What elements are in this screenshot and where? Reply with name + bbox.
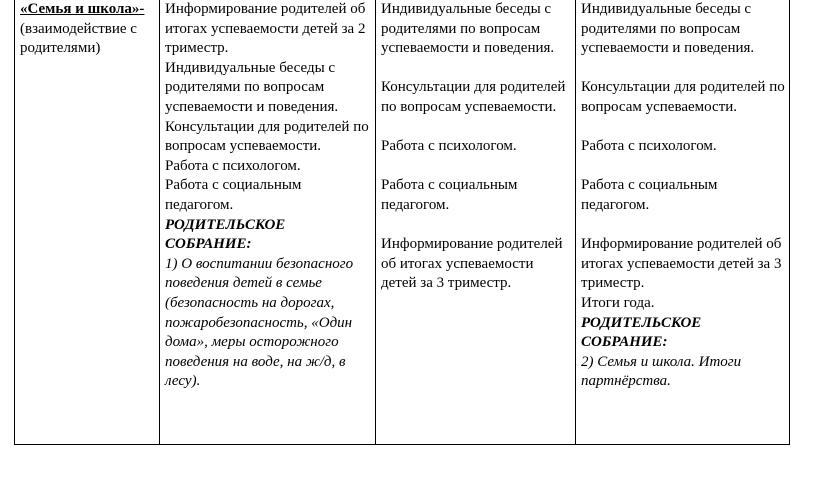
spacer (381, 118, 572, 138)
activity-item: Индивидуальные беседы с родителями по вопросам успеваемости и поведения. (581, 1, 755, 57)
spacer (381, 59, 572, 79)
spacer (581, 118, 786, 138)
activities-cell-3 (576, 0, 790, 445)
activities-cell-1 (160, 0, 376, 445)
meeting-heading: РОДИТЕЛЬСКОЕ СОБРАНИЕ: (581, 314, 702, 351)
activities-cell-2 (376, 0, 576, 445)
spacer (381, 216, 572, 236)
activity-item: Работа с социальным педагогом. (165, 177, 302, 213)
activity-item: Информирование родителей об итогах успеваемости детей за 3 триместр. (381, 236, 563, 292)
section-title: «Семья и школа»- (20, 1, 145, 17)
activity-item: Консультации для родителей по вопросам успеваемости. (381, 79, 566, 115)
activity-item: Работа с психологом. (381, 138, 517, 155)
section-cell (15, 0, 160, 445)
activity-item: Информирование родителей об итогах успеваемости детей за 3 триместр. (581, 236, 782, 292)
work-plan-table (14, 0, 790, 445)
spacer (381, 157, 572, 177)
activity-item: Консультации для родителей по вопросам успеваемости. (165, 118, 369, 155)
activity-item: Информирование родителей об итогах успеваемости детей за 2 триместр. (165, 1, 366, 57)
activity-item: Индивидуальные беседы с родителями по вопросам успеваемости и поведения. (381, 1, 555, 57)
section-subtitle: (взаимодействие с родителями) (20, 20, 137, 57)
activity-item: Работа с социальным педагогом. (381, 177, 518, 213)
activity-item: Консультации для родителей по вопросам успеваемости. (581, 79, 785, 115)
spacer (581, 216, 786, 236)
spacer (581, 157, 786, 177)
meeting-topic: 1) О воспитании безопасного поведения детей в семье (безопасность на дорогах, пожаробезопасность, «Один дома», меры осторожного поведения на воде, на ж/д, в лесу). (165, 255, 354, 390)
activity-item: Работа с психологом. (165, 157, 301, 174)
activity-item: Работа с социальным педагогом. (581, 177, 718, 213)
activity-item: Итоги года. (581, 294, 655, 311)
activity-item: Индивидуальные беседы с родителями по вопросам успеваемости и поведения. (165, 59, 339, 115)
activity-item: Работа с психологом. (581, 138, 717, 155)
table-row (15, 0, 790, 445)
meeting-heading: РОДИТЕЛЬСКОЕ СОБРАНИЕ: (165, 216, 286, 253)
meeting-topic: 2) Семья и школа. Итоги партнёрства. (581, 353, 742, 390)
spacer (581, 59, 786, 79)
